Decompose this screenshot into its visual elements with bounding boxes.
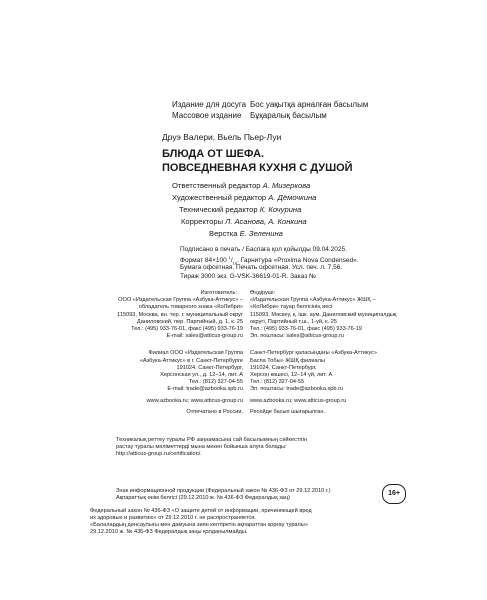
branch-line: Тел.: (812) 327-04-55	[188, 379, 243, 386]
manufacturer-line: 115093, Мәскеу, қ. ішк. аум. Даниловский муниципалдық	[250, 311, 397, 318]
manufacturer-line: Эл. поштасы: sales@atticus-group.ru	[250, 333, 344, 340]
info-product-notice-kz: Ақпараттық өнім белгісі (29.12.2010 ж. № 436-ФЗ Федералдық заң)	[116, 495, 290, 501]
branch-line: Баспа Тобы» ЖШҚ филиалы	[250, 357, 325, 364]
branch-line: Херсон көшесі, 12–14 үй, лит. А	[250, 372, 333, 379]
manufacturer-line: Тел.: (495) 933-76-01, факс (495) 933-76-19	[250, 326, 362, 333]
manufacturer-line: обладатель товарного знака «КоЛибри»	[138, 304, 243, 311]
tech-regulation-line1: Техникалық реттеу туралы РФ заңнамасына сай басылымның сәйкестігін	[116, 437, 308, 443]
manufacturer-ru	[88, 290, 243, 416]
branch-line: E-mail: trade@azbooka.spb.ru	[167, 386, 243, 393]
website-links-ru: www.azbooka.ru; www.atticus-group.ru	[146, 397, 243, 404]
branch-line: 191024, Санкт-Петербург,	[250, 364, 317, 371]
credit-tech-editor	[179, 205, 301, 214]
manufacturer-line: ООО «Издательская Группа «Азбука-Аттикус» –	[118, 297, 243, 304]
manufacturer-line: Даниловский, пер. Партийный, д. 1, к. 25	[136, 318, 243, 325]
imprint-paper: Бумага офсетная. Печать офсетная. Усл. печ. л. 7,56.	[180, 264, 343, 271]
manufacturer-heading-kz: Өндіруші:	[250, 290, 276, 296]
credit-role: Корректоры	[181, 217, 224, 226]
law-notice-line2: их здоровью и развитию» от 29.12.2010 г. не распространяется.	[90, 515, 256, 521]
law-notice-line3: «Балалардың денсаулығы мен дамуына зиян келтіретін ақпараттан қорғау туралы»	[90, 522, 308, 528]
branch-line: Тел.: (812) 327-04-55	[250, 379, 305, 386]
book-title-line1: БЛЮДА ОТ ШЕФА.	[162, 148, 265, 160]
website-links-kz: www.azbooka.ru; www.atticus-group.ru	[250, 397, 347, 404]
credit-name: А. Дёмочкина	[268, 193, 317, 202]
authors: Друэ Валери, Вьель Пьер-Луи	[162, 132, 282, 142]
leisure-edition-ru: Издание для досуга	[172, 100, 247, 109]
leisure-edition-kz: Бос уақытқа арналған басылым	[250, 100, 369, 109]
branch-line: Херсонская ул., д. 12–14, лит. А	[160, 372, 243, 379]
credit-proofreaders	[181, 217, 307, 226]
mass-edition-ru: Массовое издание	[172, 111, 242, 120]
imprint-signed: Подписано в печать / Баспаға қол қойылды 09.04.2025.	[180, 246, 347, 253]
manufacturer-line: Тел.: (495) 933-76-01, факс (495) 933-76-19	[131, 326, 243, 333]
printed-in-russia-kz: Ресейде басып шығарылған.	[250, 408, 325, 415]
credit-role: Ответственный редактор	[172, 181, 261, 190]
law-notice-line4: 29.12.2010 ж. № 436-ФЗ Федералдық заңы қолданылмайды.	[90, 529, 248, 535]
credit-role: Художественный редактор	[172, 193, 267, 202]
credit-name: А. Мизеркова	[262, 181, 311, 190]
imprint-print-run: Тираж 3000 экз. G-VSK-36619-01-R. Заказ №	[180, 273, 316, 280]
manufacturer-line: E-mail: sales@atticus-group.ru	[166, 333, 243, 340]
manufacturer-kz	[250, 290, 420, 416]
book-title-line2: ПОВСЕДНЕВНАЯ КУХНЯ С ДУШОЙ	[162, 162, 353, 174]
info-product-notice-ru: Знак информационной продукции (Федеральный закон № 436-ФЗ от 29.12.2010 г.)	[116, 488, 331, 494]
age-rating-badge: 16+	[382, 484, 406, 504]
credit-executive-editor	[172, 181, 310, 190]
credit-layout	[209, 229, 283, 238]
credit-role: Технический редактор	[179, 205, 258, 214]
credit-name: Л. Асанова, А. Конкина	[225, 217, 307, 226]
law-notice-line1: Федеральный закон № 436-ФЗ «О защите детей от информации, причиняющей вред	[90, 508, 312, 514]
manufacturer-line: 115093, Москва, вн. тер. г. муниципальный округ	[117, 311, 243, 318]
tech-regulation-line2: растау туралы мәліметтерді мына мекен бойынша алуға болады:	[116, 444, 287, 450]
branch-line: Эл. поштасы: trade@azbooka.spb.ru	[250, 386, 344, 393]
credit-name: Е. Зеленина	[239, 229, 283, 238]
mass-edition-kz: Бұқаралық басылым	[250, 111, 327, 120]
credit-name: К. Кочурина	[259, 205, 302, 214]
printed-in-russia: Отпечатано в России.	[186, 408, 243, 415]
manufacturer-line: «Издательская Группа «Азбука-Аттикус» ЖШҚ –	[250, 297, 376, 304]
credit-role: Верстка	[209, 229, 238, 238]
manufacturer-heading-ru: Изготовитель:	[200, 290, 237, 296]
branch-line: Филиал ООО «Издательская Группа	[148, 350, 243, 357]
credit-art-editor	[172, 193, 316, 202]
branch-line: 191024, Санкт-Петербург,	[176, 364, 243, 371]
branch-line: Санкт-Петербург қаласындағы «Азбука-Аттикус»	[250, 350, 378, 357]
certification-url: http://atticus-group.ru/certification/.	[116, 451, 202, 457]
manufacturer-line: «КоЛибри» тауар белгісінің иесі	[250, 304, 333, 311]
manufacturer-line: округі, Партийный т.ш., 1-үй, к. 25	[250, 318, 337, 325]
imprint-format: Формат 84×100 $^1/_{16}$. Гарнитура «Proxima Nova Condensed».	[180, 255, 359, 266]
branch-line: «Азбука-Аттикус» в г. Санкт-Петербурге	[139, 357, 243, 364]
